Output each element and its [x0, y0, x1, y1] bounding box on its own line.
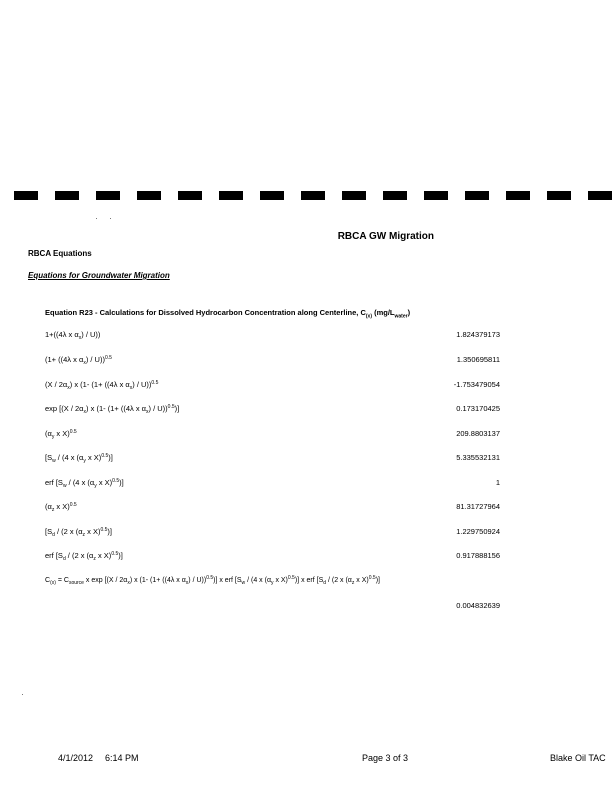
- row-label: (1+ ((4λ x $\alpha_x) / U))^{0.5}$: [45, 355, 112, 366]
- row-label: erf [$S_w / (4$ x ($\alpha_y$ x X)$^{0.5}$)]: [45, 478, 124, 489]
- final-value: 0.004832639: [456, 601, 500, 610]
- row-value: 1: [495, 478, 500, 487]
- scan-speck: [22, 694, 23, 695]
- row-label: 1+((4λ x $\alpha_x) / U$)): [45, 330, 101, 341]
- row-label: $(X / 2\alpha_x)$ x (1- (1+ ((4λ x $\alpha_x) / U))^{0.5}$: [45, 380, 159, 391]
- row-label: ($\alpha_z$ x X)$^{0.5}$: [45, 502, 77, 513]
- row-label: erf [$S_d / (2$ x ($\alpha_z$ x X)$^{0.5}$)]: [45, 551, 123, 562]
- row-value: 1.350695811: [456, 355, 500, 364]
- equation-row: [45, 429, 500, 443]
- equation-row: [45, 355, 500, 369]
- row-value: 0.917888156: [456, 551, 500, 560]
- page-title: RBCA GW Migration: [337, 231, 434, 242]
- section-rbca-equations: RBCA Equations: [28, 249, 92, 258]
- row-value: 81.31727964: [456, 502, 500, 511]
- dashed-separator: [14, 191, 612, 201]
- equation-row: [45, 404, 500, 418]
- scan-speck: [110, 218, 111, 219]
- footer-site: Blake Oil TAC: [550, 753, 606, 763]
- row-value: 1.824379173: [456, 330, 500, 339]
- equation-row: [45, 527, 500, 541]
- equation-row: [45, 330, 500, 344]
- equation-row: [45, 502, 500, 516]
- row-value: 5.335532131: [456, 453, 500, 462]
- row-value: 0.173170425: [456, 404, 500, 413]
- equation-row: [45, 453, 500, 467]
- footer-page: Page 3 of 3: [362, 753, 409, 763]
- equation-row: [45, 380, 500, 394]
- row-value: -1.753479054: [453, 380, 500, 389]
- row-label: ($\alpha_y$ x X)$^{0.5}$: [45, 429, 77, 440]
- section-gw-migration: Equations for Groundwater Migration: [28, 271, 170, 280]
- row-label: [$S_d / (2$ x ($\alpha_z$ x X)$^{0.5}$)]: [45, 527, 113, 538]
- footer-date: 4/1/2012: [58, 753, 94, 763]
- equation-row: [45, 551, 500, 565]
- row-value: 1.229750924: [456, 527, 500, 536]
- equation-row: [45, 478, 500, 492]
- scan-speck: [96, 218, 97, 219]
- row-value: 209.8803137: [456, 429, 500, 438]
- final-equation: $C_{(x)} = C_{source}$ x $\exp [(X / 2\alpha_x)$ x (1- (1+ ((4λ x $\alpha_x) / U))^{0.5}$)] x erf [$S_w / (4$ x ($\alpha_y$ x X)$^{0.5}$)] x erf [$S_d / (2$ x ($\alpha_z$ x X)$^{0.5}$)]: [45, 575, 380, 586]
- footer-time: 6:14 PM: [105, 753, 139, 763]
- row-label: $\exp [(X / 2\alpha_x)$ x (1- (1+ ((4λ x $\alpha_x) / U))^{0.5}$)]: [45, 404, 180, 415]
- row-label: [$S_w / (4$ x ($\alpha_y$ x X)$^{0.5}$)]: [45, 453, 113, 464]
- equation-heading: Equation R23 - Calculations for Dissolved Hydrocarbon Concentration along Centerline, $C_{(x)}$ $(mg/L_{water})$: [45, 308, 411, 320]
